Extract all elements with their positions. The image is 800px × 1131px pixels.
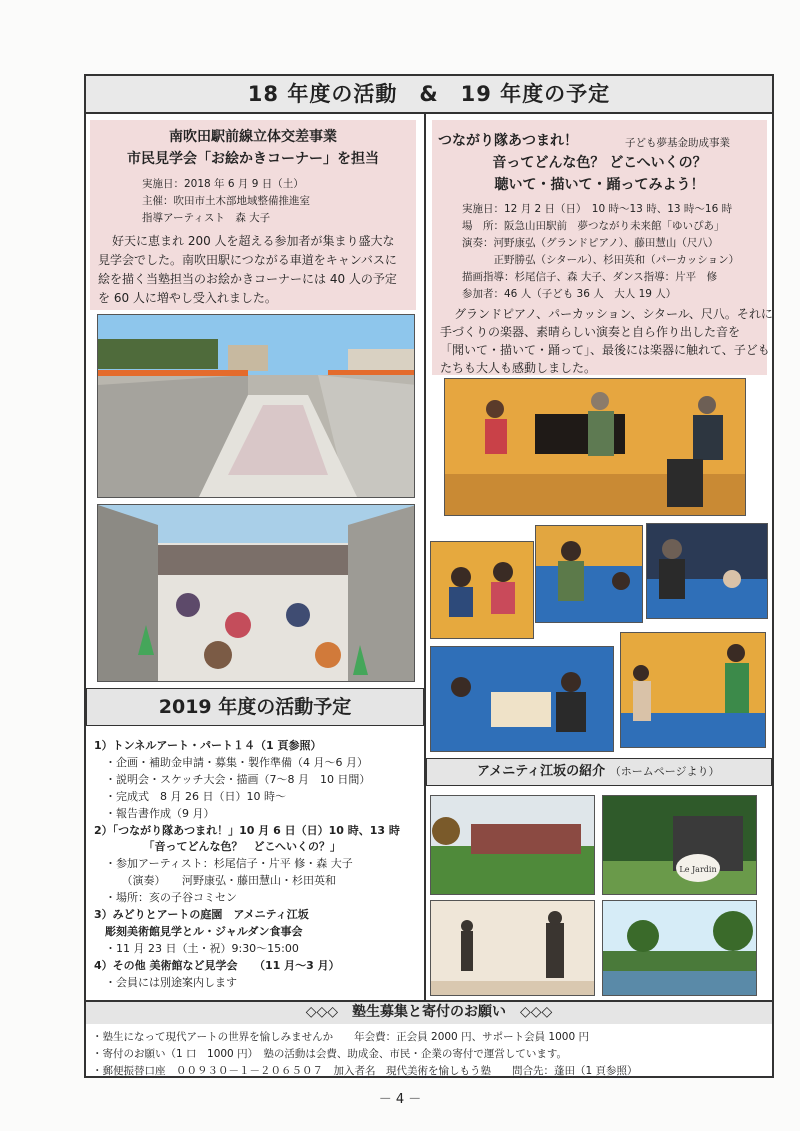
event-subtitle: 音ってどんな色？ どこへいくの？ xyxy=(492,155,707,171)
event-title: つながり隊あつまれ！ xyxy=(438,133,578,149)
plan-line: 4）その他 美術館など見学会 （11 月～3 月） xyxy=(94,958,340,972)
amenity-header xyxy=(426,758,772,786)
event-artist: 指導アーティスト 森 大子 xyxy=(142,212,271,224)
event-subtitle: 市民見学会「お絵かきコーナー」を担当 xyxy=(127,151,379,167)
road-photo xyxy=(97,314,415,498)
event-body-line: 手づくりの楽器、素晴らしい演奏と自ら作り出した音を xyxy=(440,325,741,339)
event-body-line: グランドピアノ、パーカッション、シタール、尺八。それに xyxy=(454,307,773,321)
page-number: － 4 － xyxy=(378,1092,422,1107)
kids-photo xyxy=(430,541,534,639)
recruit-line: ・塾生になって現代アートの世界を愉しみませんか 年会費：正会員 2000 円、サポート会員 1000 円 xyxy=(92,1031,589,1043)
plan-line: ・会員には別途案内します xyxy=(94,975,237,989)
kids-photo xyxy=(535,525,643,623)
plan-line: 3）みどりとアートの庭園 アメニティ江坂 xyxy=(94,908,309,921)
event-body-line: 好天に恵まれ 200 人を超える参加者が集まり盛大な xyxy=(112,234,395,248)
sign-text: Le Jardin xyxy=(679,865,717,874)
column-divider xyxy=(424,114,426,1000)
plan-line: 2）「つながり隊あつまれ！」10 月 6 日（日）10 時、13 時 xyxy=(94,823,400,837)
plan-title: 2019 年度の活動予定 xyxy=(86,688,424,726)
page-title: 18 年度の活動 & 19 年度の予定 xyxy=(84,74,774,114)
event-detail: 場 所：阪急山田駅前 夢つながり未来館「ゆいぴあ」 xyxy=(462,220,725,232)
event-body-line: を 60 人に増やし受入れました。 xyxy=(98,291,277,305)
event-host: 主催：吹田市土木部地域整備推進室 xyxy=(142,195,310,207)
kids-painting-photo xyxy=(430,646,614,752)
event-subtitle: 聴いて・描いて・踊ってみよう！ xyxy=(494,177,705,193)
amenity-note: （ホームページより） xyxy=(609,765,720,778)
event-body-line: たちも大人も感動しました。 xyxy=(440,361,597,375)
plan-line: 1）トンネルアート・パート１４（1 頁参照） xyxy=(94,739,322,752)
plan-line: ・企画・補助金申請・募集・製作準備（4 月～6 月） xyxy=(94,755,368,769)
plan-line: ・完成式 8 月 26 日（日）10 時～ xyxy=(94,789,286,803)
event-detail: 正野勝弘（シタール）、杉田英和（パーカッション） xyxy=(462,254,740,266)
plan-line: ・11 月 23 日（土・祝）9:30～15:00 xyxy=(94,941,299,955)
amenity-title: アメニティ江坂の紹介 xyxy=(477,764,606,779)
plan-line: ・報告書作成（9 月） xyxy=(94,806,215,820)
sculpture-photo xyxy=(430,900,595,996)
event-detail: 描画指導：杉尾信子、森 大子、ダンス指導：片平 修 xyxy=(462,271,718,283)
event-detail: 実施日：12 月 2 日（日） 10 時～13 時、13 時～16 時 xyxy=(462,203,733,215)
event-detail: 演奏：河野康弘（グランドピアノ）、藤田慧山（尺八） xyxy=(462,237,719,249)
event-body-line: 「聞いて・描いて・踊って」、最後には楽器に触れて、子ども xyxy=(440,343,770,357)
event-body-line: 見学会でした。南吹田駅につながる車道をキャンバスに xyxy=(98,253,397,267)
plan-line: 彫刻美術館見学とル・ジャルダン食事会 xyxy=(94,924,303,938)
event-body-line: 絵を描く当塾担当のお絵かきコーナーには 40 人の予定 xyxy=(98,272,397,286)
concert-photo xyxy=(444,378,746,516)
recruit-line: ・寄付のお願い（1 口 1000 円） 塾の活動は会費、助成金、市民・企業の寄付で運営しています。 xyxy=(92,1048,567,1060)
pond-photo xyxy=(602,900,757,996)
kids-photo xyxy=(646,523,768,619)
museum-building-photo xyxy=(430,795,595,895)
recruit-line: ・郵便振替口座 ００９３０－１－２０６５０７ 加入者名 現代美術を愉しもう塾 問合先：蓬田（1 頁参照） xyxy=(92,1065,638,1077)
plan-line: ・参加アーティスト：杉尾信子・片平 修・森 大子 xyxy=(94,857,353,871)
garden-sign-photo xyxy=(602,795,757,895)
event-title: 南吹田駅前線立体交差事業 xyxy=(169,129,337,145)
plan-line: ・説明会・スケッチ大会・描画（7～8 月 10 日間） xyxy=(94,772,371,786)
dance-photo xyxy=(620,632,766,748)
recruit-title: ◇◇◇ 塾生募集と寄付のお願い ◇◇◇ xyxy=(86,1002,772,1024)
children-drawing-photo xyxy=(97,504,415,682)
plan-line: 「音ってどんな色？ どこへいくの？」 xyxy=(94,840,342,854)
plan-line: ・場所：亥の子谷コミセン xyxy=(94,891,237,905)
event-grant-note: 子ども夢基金助成事業 xyxy=(625,137,730,149)
plan-line: （演奏） 河野康弘・藤田慧山・杉田英和 xyxy=(94,874,336,888)
event-date: 実施日：2018 年 6 月 9 日（土） xyxy=(142,178,304,190)
event-detail: 参加者：46 人（子ども 36 人 大人 19 人） xyxy=(462,288,677,300)
